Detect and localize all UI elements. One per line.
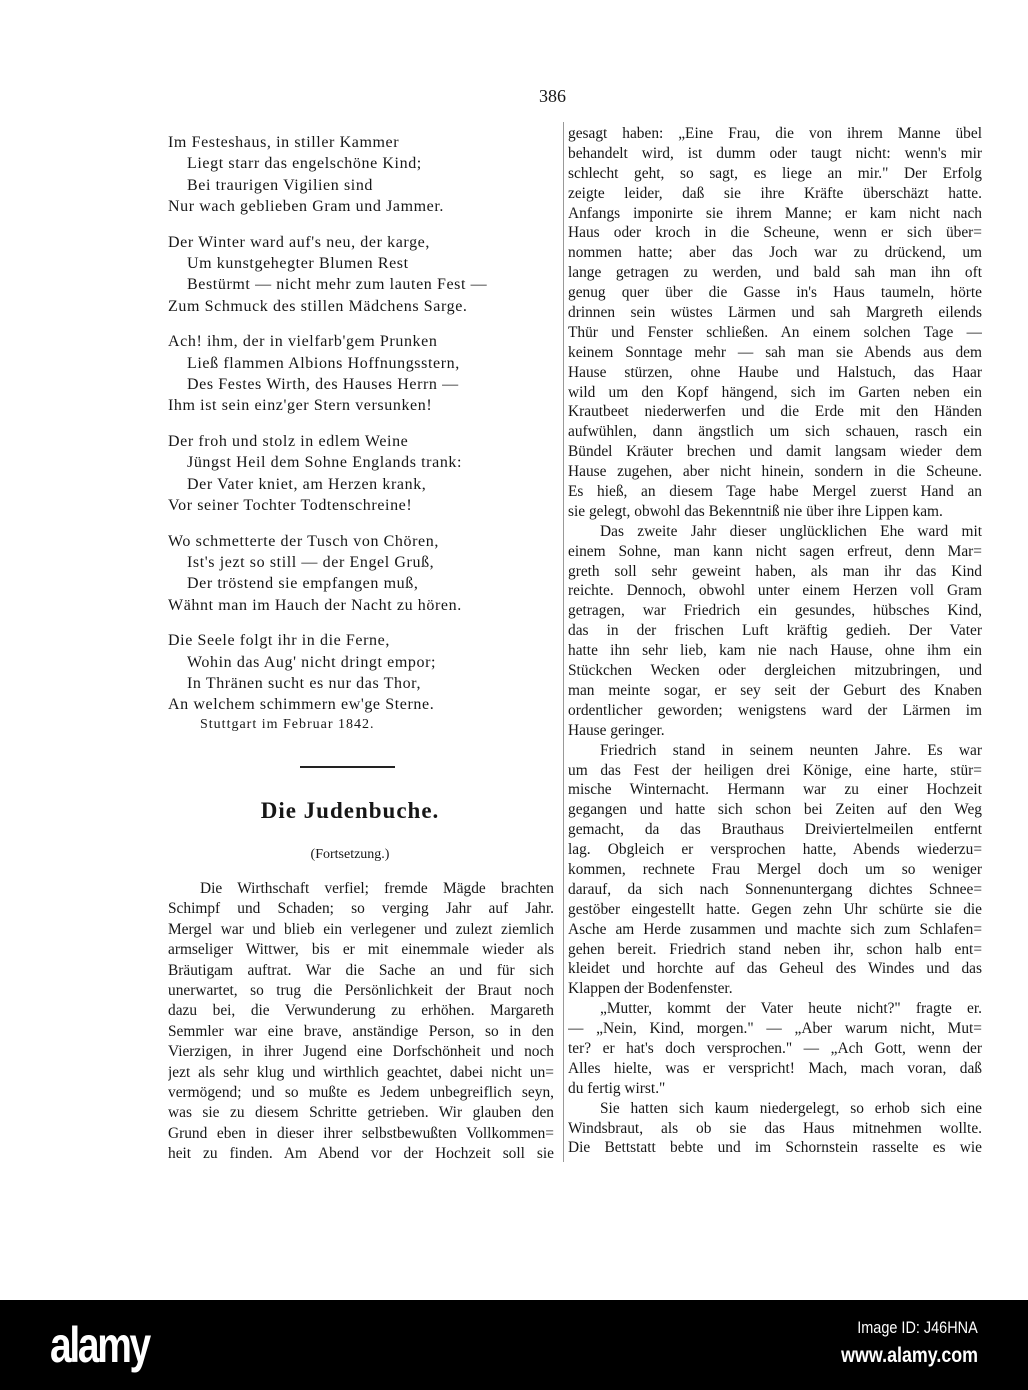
poem-line: Ihm ist sein einz'ger Stern versunken! [168, 397, 433, 415]
watermark-banner [0, 1300, 1028, 1390]
poem-line: Um kunstgehegter Blumen Rest [187, 254, 409, 272]
text-line: Die Bettstatt bebte und im Schornstein rasselte es wie [568, 1139, 982, 1157]
text-line: Asche am Herde zusammen und machte sich zum Schlafen= [568, 920, 982, 938]
image-id: Image ID: J46HNA [857, 1318, 978, 1337]
poem-stanza [168, 331, 558, 416]
poem-line: Bestürmt — nicht mehr zum lauten Fest — [187, 276, 488, 294]
text-line: behandelt wird, ist dumm oder taugt nicht: wenn's mir [568, 144, 982, 162]
poem-line: In Thränen sucht es nur das Thor, [187, 675, 422, 693]
poem-line: Im Festeshaus, in stiller Kammer [168, 134, 400, 151]
text-line: vermögend; und so mußte es Jedem unbegreiflich seyn, [168, 1083, 554, 1101]
text-line: Hause zugehen, aber nicht hinein, sondern in die Scheune. [568, 463, 982, 481]
text-line: Stückchen Wecken oder dergleichen mitzubringen, und [568, 662, 982, 680]
text-line: Sie hatten sich kaum niedergelegt, so erhob sich eine [600, 1099, 982, 1117]
right-column-text [568, 124, 982, 1158]
text-line: du fertig wirst." [568, 1079, 666, 1097]
text-line: gemacht, da das Brauthaus Dreiviertelmeilen entfernt [568, 821, 982, 839]
text-line: gegangen und hatte sich schon bei Zeiten auf den Weg [568, 801, 982, 819]
text-line: getragen, war Friedrich ein gesundes, hübsches Kind, [568, 602, 982, 620]
text-line: wild um den Kopf hängend, sich im Garten neben ein [568, 383, 982, 401]
poem-stanza [168, 630, 558, 715]
poem-line: Der Vater kniet, am Herzen krank, [187, 475, 427, 493]
text-line: Das zweite Jahr dieser unglücklichen Ehe ward mit [600, 522, 982, 540]
text-line: greth soll sehr geweint haben, als man ihr das Kind [568, 562, 982, 580]
column-divider [563, 122, 564, 1162]
paragraph [568, 999, 982, 1098]
poem-line: Wohin das Aug' nicht dringt empor; [187, 653, 437, 671]
text-line: „Mutter, kommt der Vater heute nicht?" fragte er. [600, 1000, 982, 1018]
poem-dateline: Stuttgart im Februar 1842. [200, 717, 375, 732]
text-line: armseliger Wittwer, bis er mit einemmale wieder als [168, 941, 554, 959]
text-line: keinem Sonntage mehr — sah man sie Abends aus dem [568, 343, 982, 361]
paragraph [568, 124, 982, 522]
text-line: einem Sohne, man kann nicht sagen erfreut, denn Mar= [568, 542, 982, 560]
section-divider [300, 766, 395, 768]
text-line: jezt als sehr klug und wirthlich geachtet, dabei nicht un= [168, 1063, 554, 1081]
poem-line: Der Winter ward auf's neu, der karge, [168, 233, 430, 251]
poem-line: Nur wach geblieben Gram und Jammer. [168, 197, 445, 215]
text-line: zeigte leider, daß sie ihre Kräfte überschäzt hatte. [568, 184, 982, 202]
poem-line: Wo schmetterte der Tusch von Chören, [168, 532, 439, 550]
text-line: darauf, da sich nach Sonnenuntergang dichtes Schnee= [568, 880, 982, 898]
text-line: Anfangs imponirte sie ihrem Manne; er kam nicht nach [568, 204, 982, 222]
text-line: genug quer über die Gasse in's Haus taumeln, hörte [568, 284, 982, 302]
text-line: Krautbeet niederwerfen und die Erde mit den Händen [568, 403, 982, 421]
text-line: reichte. Dennoch, obwohl unter einem Herzen voll Gram [568, 582, 982, 600]
text-line: drinnen sein wüstes Lärmen und sah Margreth eilends [568, 304, 982, 322]
text-line: mische Winternacht. Hermann war zu einer Hochzeit [568, 781, 982, 799]
text-line: Schimpf und Schaden; so verging Jahr auf Jahr. [168, 900, 554, 918]
text-line: — „Nein, Kind, morgen." — „Aber warum nicht, Mut= [568, 1020, 982, 1038]
text-line: was sie zu diesem Schritte getrieben. Wir glauben den [168, 1104, 554, 1122]
text-line: heit zu finden. Am Abend vor der Hochzeit soll sie [168, 1145, 554, 1163]
paragraph [568, 522, 982, 741]
poem-line: Des Festes Wirth, des Hauses Herrn — [187, 375, 459, 393]
poem-line: An welchem schimmern ew'ge Sterne. [168, 696, 435, 714]
text-line: Thür und Fenster schließen. An einem solchen Tage — [568, 323, 982, 341]
page-number: 386 [539, 86, 566, 106]
poem-stanza [168, 531, 558, 616]
alamy-logo: alamy [50, 1317, 149, 1373]
text-line: hatte ihn sehr lieb, kam nie nach Hause, ohne ihm ein [568, 642, 982, 660]
text-line: Bündel Kräuter brechen und damit langsam wieder dem [568, 443, 982, 461]
text-line: Semmler war eine brave, anständige Person, so in den [168, 1022, 554, 1040]
text-line: Bräutigam auftrat. War die Sache an und für sich [168, 961, 554, 979]
text-line: gesagt haben: „Eine Frau, die von ihrem Manne übel [568, 125, 982, 142]
watermark-url: www.alamy.com [841, 1344, 978, 1367]
paragraph [168, 879, 554, 1164]
text-line: Mergel war und blieb ein verlegener und zulezt ziemlich [168, 920, 554, 938]
poem-stanza [168, 132, 558, 217]
poem-line: Zum Schmuck des stillen Mädchens Sarge. [168, 297, 468, 315]
poem-line: Ließ flammen Albions Hoffnungsstern, [187, 354, 460, 372]
text-line: Alles hielte, was er verspricht! Mach, mach voran, daß [568, 1059, 982, 1077]
text-line: sie gelegt, obwohl das Bekenntniß nie über ihre Lippen kam. [568, 502, 943, 520]
poem-line: Die Seele folgt ihr in die Ferne, [168, 632, 390, 650]
text-line: Es hieß, an diesem Tage habe Mergel zuerst Hand an [568, 483, 982, 501]
poem-line: Der froh und stolz in edlem Weine [168, 433, 409, 451]
text-line: um das Fest der heiligen drei Könige, eine harte, stür= [568, 761, 982, 779]
text-line: nommen hatte; aber das Joch war zu drückend, um [568, 244, 982, 262]
text-line: Vierzigen, in ihrer Jugend eine Dorfschönheit und noch [168, 1043, 554, 1061]
article-subtitle: (Fortsetzung.) [310, 847, 390, 862]
text-line: gehen bereit. Friedrich stand neben ihr, schon halb ent= [568, 940, 982, 958]
left-column-text [168, 879, 554, 1164]
text-line: ter? er hat's doch versprochen." — „Ach Gott, wenn der [568, 1039, 982, 1057]
text-line: lange getragen zu werden, und bald sah man ihn oft [568, 264, 982, 282]
text-line: Hause geringer. [568, 721, 665, 739]
poem-line: Vor seiner Tochter Todtenschreine! [168, 496, 413, 514]
poem-line: Bei traurigen Vigilien sind [187, 176, 374, 194]
poem-line: Der tröstend sie empfangen muß, [187, 575, 419, 593]
text-line: Haus oder kroch in die Scheune, wenn er sich über= [568, 224, 982, 242]
text-line: man meinte sogar, er sey seit der Geburt des Knaben [568, 681, 982, 699]
poem-stanza [168, 431, 558, 516]
poem-line: Wähnt man im Hauch der Nacht zu hören. [168, 596, 462, 614]
text-line: das in der frischen Luft kräftig gedieh. Der Vater [568, 622, 982, 640]
text-line: kleidet und horchte auf das Geheul des Windes und das [568, 960, 982, 978]
text-line: Klappen der Bodenfenster. [568, 980, 733, 998]
poem [168, 132, 558, 730]
text-line: Die Wirthschaft verfiel; fremde Mägde brachten [200, 880, 554, 897]
text-line: Hause stürzen, ohne Haube und Halstuch, das Haar [568, 363, 982, 381]
text-line: lag. Obgleich er versprochen hatte, Abends wiederzu= [568, 841, 982, 859]
text-line: unerwartet, so trug die Persönlichkeit der Braut noch [168, 981, 554, 999]
poem-line: Ist's jezt so still — der Engel Gruß, [187, 554, 435, 572]
text-line: gestöber eingestellt hatte. Gegen zehn Uhr schürte sie die [568, 900, 982, 918]
paragraph [568, 741, 982, 1000]
text-line: Windsbraut, als ob sie das Haus mitnehmen wollte. [568, 1119, 982, 1137]
text-line: dazu bei, die Verwunderung zu erhöhen. Margareth [168, 1002, 554, 1020]
article-title: Die Judenbuche. [260, 798, 440, 823]
paragraph [568, 1099, 982, 1159]
poem-line: Liegt starr das engelschöne Kind; [187, 155, 422, 173]
poem-line: Ach! ihm, der in vielfarb'gem Prunken [168, 333, 438, 351]
text-line: ordentlicher geworden; wenigstens ward der Lärmen im [568, 701, 982, 719]
text-line: kommen, rechnete Frau Mergel doch um so weniger [568, 860, 982, 878]
text-line: Friedrich stand in seinem neunten Jahre. Es war [600, 741, 982, 759]
poem-line: Jüngst Heil dem Sohne Englands trank: [187, 454, 463, 472]
text-line: schlecht geht, so sagt, es liege an mir." Der Erfolg [568, 164, 982, 182]
text-line: aufwühlen, dann ängstlich um sich schauen, rasch ein [568, 423, 982, 441]
text-line: Grund eben in dieser ihrer selbstbewußten Vollkommen= [168, 1124, 554, 1142]
poem-stanza [168, 232, 558, 317]
